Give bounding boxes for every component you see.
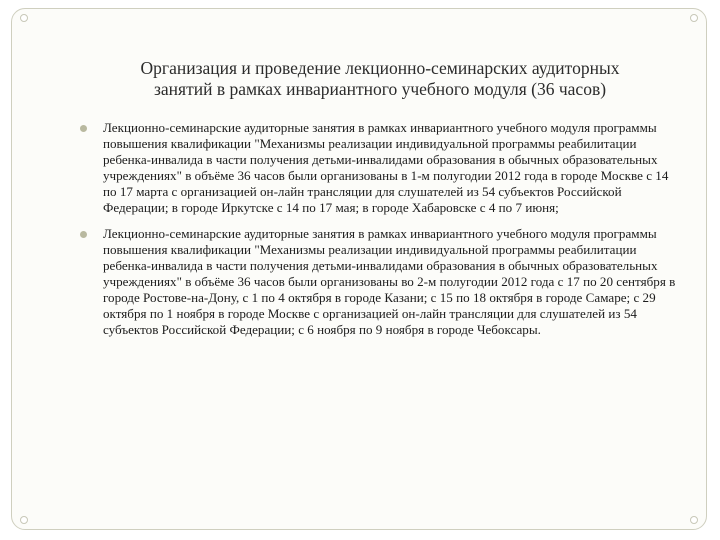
bullet-dot-icon	[80, 125, 87, 132]
frame-corner-ornament	[690, 14, 698, 22]
frame-corner-ornament	[20, 516, 28, 524]
slide-title-line-1: Организация и проведение лекционно-семинарских аудиторных	[140, 58, 620, 78]
bullet-dot-icon	[80, 231, 87, 238]
bullet-list	[80, 120, 676, 347]
bullet-item-2	[80, 226, 676, 339]
slide-title-line-2: занятий в рамках инвариантного учебного модуля (36 часов)	[153, 79, 607, 99]
slide-title	[70, 58, 690, 100]
bullet-text-2: Лекционно-семинарские аудиторные занятия в рамках инвариантного учебного модуля программы повышения квалификации "Механизмы реализации индивидуальной программы реабилитации ребенка-инвалида в части получения детьми-инвалидами образования в обычных образовательных учреждениях" в объёме 36 часов были организованы во 2-м полугодии 2012 года с 17 по 20 сентября в городе Ростове-на-Дону, с 1 по 4 октября в городе Казани; с 15 по 18 октября в городе Самаре; с 29 октября по 1 ноября в городе Москве с организацией он-лайн трансляции для слушателей из 54 субъектов Российской Федерации; с 6 ноября по 9 ноября в городе Чебоксары.	[103, 225, 676, 338]
bullet-text-1: Лекционно-семинарские аудиторные занятия в рамках инвариантного учебного модуля программы повышения квалификации "Механизмы реализации индивидуальной программы реабилитации ребенка-инвалида в части получения детьми-инвалидами образования в обычных образовательных учреждениях" в объёме 36 часов были организованы в 1-м полугодии 2012 года в городе Москве с 14 по 17 марта с организацией он-лайн трансляции для слушателей из 54 субъектов Российской Федерации; в городе Иркутске с 14 по 17 мая; в городе Хабаровске с 4 по 7 июня;	[103, 120, 669, 216]
frame-corner-ornament	[690, 516, 698, 524]
frame-corner-ornament	[20, 14, 28, 22]
bullet-item-1	[80, 120, 676, 217]
